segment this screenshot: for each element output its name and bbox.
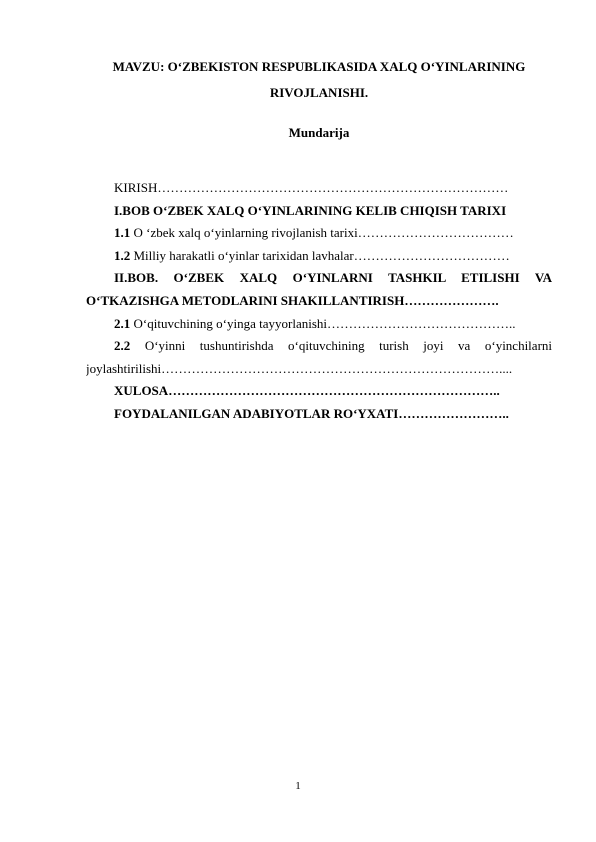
toc-entry-label: FOYDALANILGAN ADABIYOTLAR RO‘YXATI bbox=[114, 405, 399, 421]
toc-entry-2-1[interactable] bbox=[86, 313, 552, 336]
toc-entry-number: 1.1 bbox=[114, 225, 131, 241]
toc-heading: Mundarija bbox=[288, 125, 350, 140]
toc-entry-adabiyotlar[interactable] bbox=[86, 403, 552, 426]
toc-entry-leader: ……………………………… bbox=[353, 247, 510, 263]
toc-entry-label: KIRISH bbox=[114, 180, 158, 195]
toc-entry-leader: ………………………………………………………………….. bbox=[168, 383, 500, 399]
toc-entry-chapter-2[interactable] bbox=[86, 267, 552, 312]
toc-entry-xulosa[interactable] bbox=[86, 380, 552, 403]
toc-entry-chapter-1[interactable] bbox=[86, 200, 552, 223]
toc-entry-1-1[interactable] bbox=[86, 222, 552, 245]
toc-entry-label: O‘qituvchining o‘yinga tayyorlanishi bbox=[133, 315, 328, 331]
toc-entry-label: Milliy harakatli o‘yinlar tarixidan lavhalar bbox=[133, 247, 354, 263]
toc-entry-label: I.BOB O‘ZBEK XALQ O‘YINLARINING KELIB CHIQISH TARIXI bbox=[114, 202, 507, 218]
toc-entry-kirish[interactable] bbox=[86, 177, 552, 200]
table-of-contents bbox=[86, 177, 552, 426]
toc-entry-label: II.BOB. O‘ZBEK XALQ O‘YINLARNI TASHKIL ETILISHI VA O‘TKAZISHGA METODLARINI SHAKILLANTIRISH bbox=[86, 270, 552, 308]
toc-entry-1-2[interactable] bbox=[86, 245, 552, 268]
toc-entry-leader: …………………….. bbox=[398, 405, 509, 421]
toc-entry-label: O‘yinni tushuntirishda o‘qituvchining turish joyi va o‘yinchilarni joylashtirilishi bbox=[86, 338, 552, 376]
toc-entry-number: 2.2 bbox=[114, 338, 131, 354]
toc-entry-2-2[interactable] bbox=[86, 335, 552, 380]
toc-entry-number: 1.2 bbox=[114, 247, 131, 263]
toc-entry-leader: …………………………………….. bbox=[327, 315, 516, 331]
toc-entry-leader: …………………………………………………………………….... bbox=[161, 360, 513, 376]
toc-entry-leader: ……………………………… bbox=[357, 225, 514, 241]
toc-entry-number: 2.1 bbox=[114, 315, 131, 331]
document-title: MAVZU: O‘ZBEKISTON RESPUBLIKASIDA XALQ O‘YINLARINING RIVOJLANISHI. bbox=[112, 59, 526, 100]
toc-entry-label: XULOSA bbox=[114, 383, 169, 399]
page-number: 1 bbox=[295, 780, 301, 792]
toc-entry-leader: …………………. bbox=[404, 292, 499, 308]
toc-entry-label: O ‘zbek xalq o‘yinlarning rivojlanish tarixi bbox=[133, 225, 358, 241]
toc-entry-leader: ……………………………………………………………………… bbox=[157, 180, 509, 195]
